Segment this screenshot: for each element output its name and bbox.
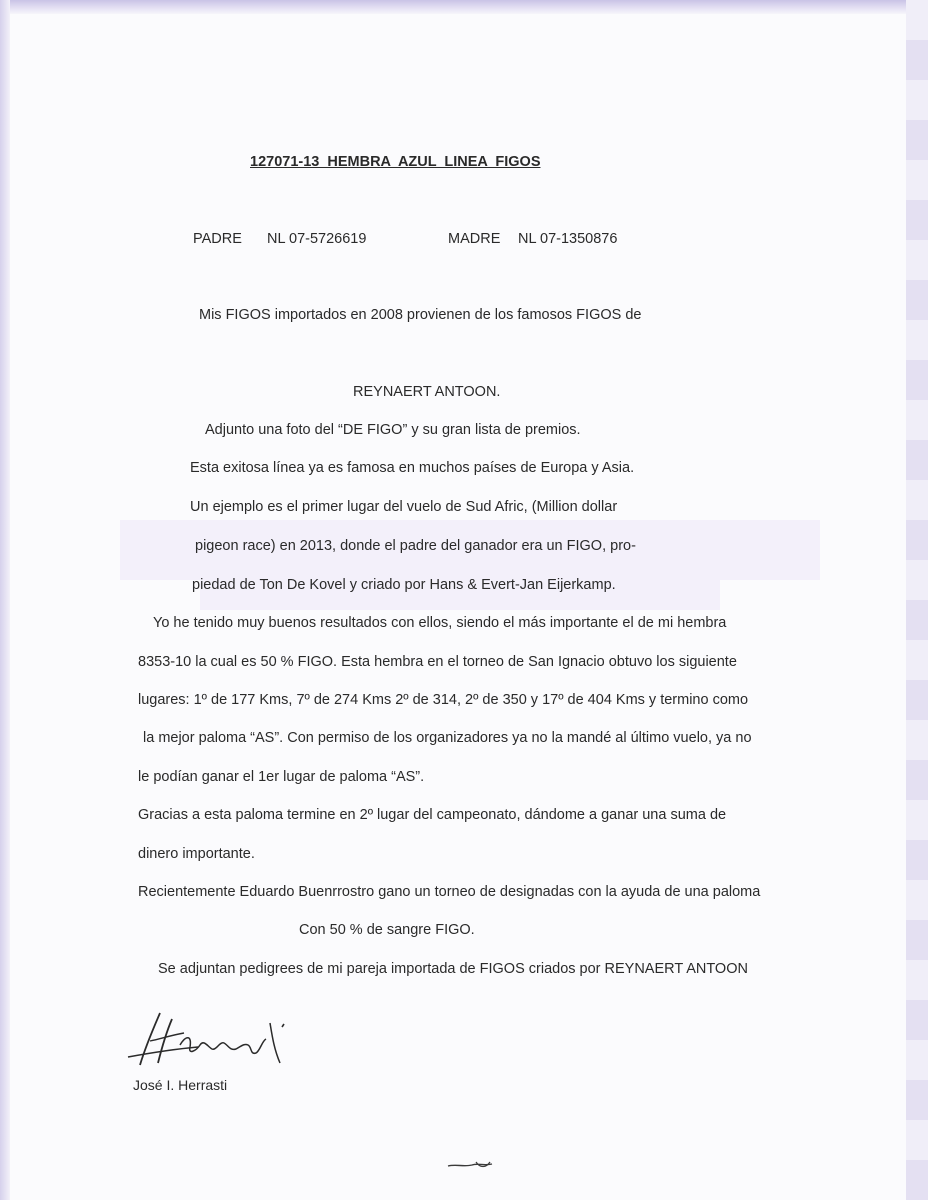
body-line: Un ejemplo es el primer lugar del vuelo de Sud Afric, (Million dollar [190,499,618,515]
body-line: piedad de Ton De Kovel y criado por Hans & Evert-Jan Eijerkamp. [192,577,616,593]
scan-left-edge [0,0,10,1200]
body-line: Mis FIGOS importados en 2008 provienen de los famosos FIGOS de [199,307,642,323]
body-line: pigeon race) en 2013, donde el padre del ganador era un FIGO, pro- [195,538,636,554]
body-line: dinero importante. [138,846,255,862]
body-line: Esta exitosa línea ya es famosa en muchos países de Europa y Asia. [190,460,635,476]
body-line: REYNAERT ANTOON. [353,384,501,400]
signature-name: José I. Herrasti [133,1077,228,1093]
body-line: Con 50 % de sangre FIGO. [299,922,475,938]
padre-value: NL 07-5726619 [267,231,367,247]
body-line: Recientemente Eduardo Buenrrostro gano un torneo de designadas con la ayuda de una paloma [138,884,761,900]
body-line: Yo he tenido muy buenos resultados con ellos, siendo el más importante el de mi hembra [153,615,727,631]
ink-mark [446,1158,494,1172]
madre-label: MADRE [448,231,501,247]
document-title: 127071-13 HEMBRA AZUL LINEA FIGOS [250,154,541,170]
handwritten-signature [120,1005,300,1085]
body-line: 8353-10 la cual es 50 % FIGO. Esta hembra en el torneo de San Ignacio obtuvo los siguiente [138,654,737,670]
body-line: Se adjuntan pedigrees de mi pareja importada de FIGOS criados por REYNAERT ANTOON [158,961,748,977]
body-line: la mejor paloma “AS”. Con permiso de los organizadores ya no la mandé al último vuelo, ya no [143,730,752,746]
padre-label: PADRE [193,231,242,247]
body-line: le podían ganar el 1er lugar de paloma “AS”. [138,769,425,785]
scan-right-edge [906,0,928,1200]
scan-top-edge [0,0,928,14]
body-line: lugares: 1º de 177 Kms, 7º de 274 Kms 2º de 314, 2º de 350 y 17º de 404 Kms y termino como [138,692,749,708]
body-line: Adjunto una foto del “DE FIGO” y su gran lista de premios. [205,422,581,438]
madre-value: NL 07-1350876 [518,231,618,247]
body-line: Gracias a esta paloma termine en 2º lugar del campeonato, dándome a ganar una suma de [138,807,727,823]
